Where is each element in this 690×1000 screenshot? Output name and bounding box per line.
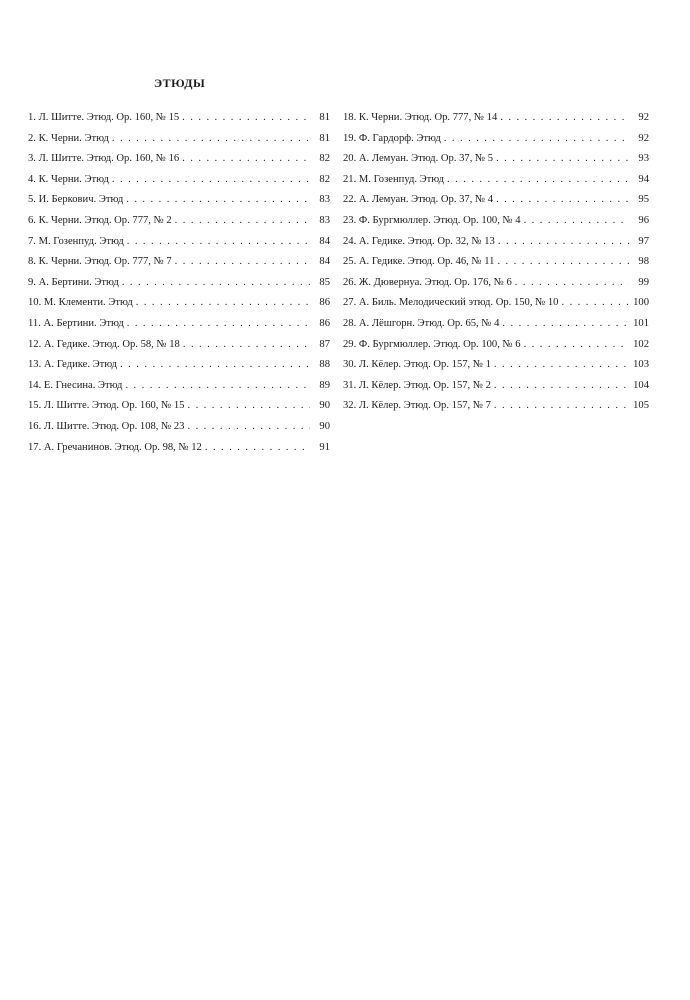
entry-title: 18. К. Черни. Этюд. Ор. 777, № 14 [343,112,498,123]
dot-leader [112,133,310,144]
entry-page-number: 96 [638,214,649,226]
entry-title: 27. А. Биль. Мелодический этюд. Ор. 150, № 10 [343,297,559,309]
dot-leader [112,174,310,185]
entry-title: 16. Л. Шитте. Этюд. Ор. 108, № 23 [28,420,185,432]
entry-title: 23. Ф. Бургмюллер. Этюд. Ор. 100, № 4 [343,214,521,226]
entry-title: 15. Л. Шитте. Этюд. Ор. 160, № 15 [28,400,185,412]
entry-page-number: 102 [633,338,649,350]
toc-entry [28,153,330,174]
dot-leader [136,297,310,308]
dot-leader [120,359,310,370]
toc-entry [343,194,649,215]
entry-page-number: 84 [319,256,330,268]
entry-page-number: 81 [319,112,330,123]
entry-title: 12. А. Гедике. Этюд. Ор. 58, № 18 [28,338,180,350]
toc-entry [28,297,330,318]
entry-title: 24. А. Гедике. Этюд. Ор. 32, № 13 [343,235,495,247]
toc-entry [28,133,330,154]
entry-title: 5. И. Беркович. Этюд [28,194,124,206]
entry-page-number: 92 [638,132,649,144]
entry-page-number: 88 [319,359,330,371]
entry-title: 2. К. Черни. Этюд [28,132,109,144]
dot-leader [502,318,629,329]
dot-leader [494,400,629,411]
dot-leader [444,133,629,144]
toc-entry [343,400,649,421]
toc-entry [28,112,330,133]
entry-title: 22. А. Лемуан. Этюд. Ор. 37, № 4 [343,194,494,206]
toc-entry [343,339,649,360]
dot-leader [127,236,310,247]
entry-page-number: 83 [319,194,330,206]
entry-page-number: 105 [633,400,649,412]
toc-entry [28,277,330,298]
toc-entry [343,318,649,339]
toc-left-column [28,112,330,462]
entry-title: 14. Е. Гнесина. Этюд [28,379,123,391]
toc-entry [343,153,649,174]
entry-page-number: 104 [633,379,649,391]
entry-title: 9. А. Бертини. Этюд [28,276,119,288]
toc-entry [343,133,649,154]
toc-entry [343,277,649,298]
entry-page-number: 93 [638,153,649,165]
dot-leader [524,215,629,226]
entry-page-number: 90 [319,420,330,432]
toc-entry [28,174,330,195]
entry-title: 31. Л. Кёлер. Этюд. Ор. 157, № 2 [343,379,491,391]
toc-entry [343,297,649,318]
entry-title: 28. А. Лёшгорн. Этюд. Ор. 65, № 4 [343,317,500,329]
entry-title: 20. А. Лемуан. Этюд. Ор. 37, № 5 [343,153,494,165]
entry-title: 13. А. Гедике. Этюд [28,359,118,371]
dot-leader [182,153,310,164]
dot-leader [447,174,629,185]
entry-page-number: 101 [633,317,649,329]
toc-entry [28,215,330,236]
entry-page-number: 95 [638,194,649,206]
dot-leader [122,277,310,288]
dot-leader [498,236,629,247]
entry-page-number: 92 [638,112,649,123]
dot-leader [515,277,629,288]
entry-page-number: 99 [638,276,649,288]
toc-entry [28,256,330,277]
entry-title: 25. А. Гедике. Этюд. Ор. 46, № 11 [343,256,495,268]
dot-leader [205,442,310,453]
toc-entry [343,112,649,133]
toc-entry [28,359,330,380]
dot-leader [561,297,629,308]
dot-leader [494,380,629,391]
dot-leader [496,153,629,164]
entry-title: 29. Ф. Бургмюллер. Этюд. Ор. 100, № 6 [343,338,521,350]
entry-title: 6. К. Черни. Этюд. Ор. 777, № 2 [28,214,172,226]
toc-right-column [343,112,649,421]
toc-entry [343,215,649,236]
toc-entry [343,256,649,277]
entry-page-number: 97 [638,235,649,247]
entry-title: 1. Л. Шитте. Этюд. Ор. 160, № 15 [28,112,180,123]
dot-leader [127,318,310,329]
toc-entry [28,421,330,442]
entry-title: 32. Л. Кёлер. Этюд. Ор. 157, № 7 [343,400,491,412]
entry-title: 3. Л. Шитте. Этюд. Ор. 160, № 16 [28,153,180,165]
dot-leader [175,215,310,226]
dot-leader [125,380,310,391]
entry-page-number: 94 [638,173,649,185]
toc-entry [343,174,649,195]
entry-page-number: 81 [319,132,330,144]
toc-entry [343,380,649,401]
dot-leader [187,421,310,432]
entry-page-number: 86 [319,317,330,329]
dot-leader [496,194,629,205]
entry-page-number: 87 [319,338,330,350]
entry-page-number: 89 [319,379,330,391]
entry-page-number: 90 [319,400,330,412]
dot-leader [500,112,629,123]
entry-title: 19. Ф. Гардорф. Этюд [343,132,441,144]
entry-page-number: 85 [319,276,330,288]
entry-page-number: 86 [319,297,330,309]
entry-page-number: 82 [319,153,330,165]
dot-leader [187,400,310,411]
dot-leader [183,339,310,350]
toc-entry [28,442,330,463]
entry-page-number: 100 [633,297,649,309]
toc-entry [28,194,330,215]
dot-leader [126,194,310,205]
entry-title: 8. К. Черни. Этюд. Ор. 777, № 7 [28,256,172,268]
entry-title: 17. А. Гречанинов. Этюд. Ор. 98, № 12 [28,441,202,453]
toc-entry [28,318,330,339]
entry-page-number: 82 [319,173,330,185]
entry-title: 4. К. Черни. Этюд [28,173,109,185]
dot-leader [175,256,310,267]
entry-title: 10. М. Клементи. Этюд [28,297,133,309]
entry-title: 30. Л. Кёлер. Этюд. Ор. 157, № 1 [343,359,491,371]
entry-title: 11. А. Бертини. Этюд [28,317,124,329]
dot-leader [182,112,310,123]
page-title: ЭТЮДЫ [154,76,206,90]
dot-leader [494,359,629,370]
toc-entry [28,400,330,421]
toc-entry [28,380,330,401]
entry-title: 26. Ж. Дювернуа. Этюд. Ор. 176, № 6 [343,276,512,288]
entry-title: 7. М. Гозенпуд. Этюд [28,235,124,247]
entry-page-number: 84 [319,235,330,247]
dot-leader [497,256,629,267]
toc-entry [28,339,330,360]
dot-leader [524,339,629,350]
toc-entry [343,359,649,380]
entry-page-number: 91 [319,441,330,453]
entry-page-number: 98 [638,256,649,268]
toc-entry [28,236,330,257]
entry-title: 21. М. Гозенпуд. Этюд [343,173,445,185]
toc-entry [343,236,649,257]
entry-page-number: 83 [319,214,330,226]
entry-page-number: 103 [633,359,649,371]
